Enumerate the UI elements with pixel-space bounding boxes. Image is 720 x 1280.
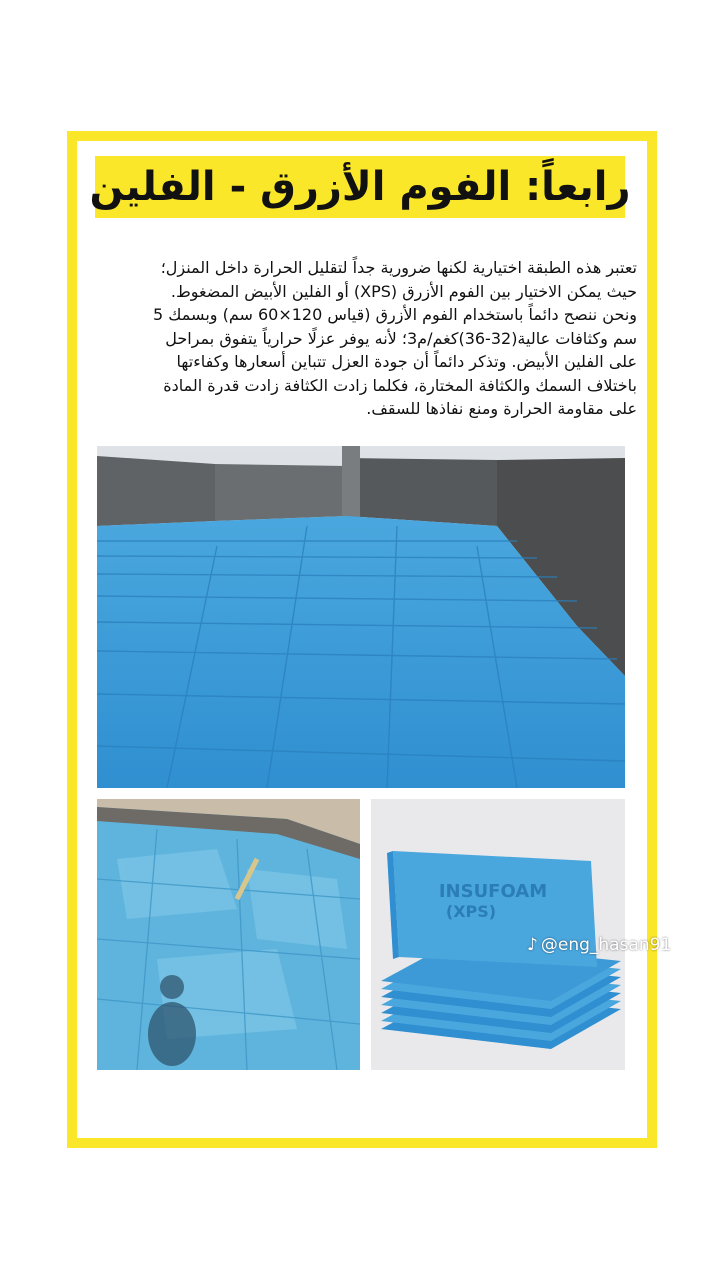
body-line: باختلاف السمك والكثافة المختارة، فكلما زادت الكثافة زادت قدرة المادة (163, 375, 637, 395)
tiktok-watermark (527, 930, 671, 960)
body-line: سم وكثافات عالية(32-36)كغم/م3؛ لأنه يوفر عزلًا حرارياً يتفوق بمراحل (165, 328, 637, 348)
tiktok-icon: ♪ (527, 935, 538, 955)
body-line: على مقاومة الحرارة ومنع نفاذها للسقف. (366, 399, 637, 418)
page-title: رابعاً: الفوم الأزرق - الفلين (89, 164, 631, 210)
roof-foam-closeup-photo (97, 799, 360, 1070)
body-line: على الفلين الأبيض. وتذكر دائماً أن جودة العزل تتباين أسعارها وكفاءتها (176, 352, 637, 371)
body-line: حيث يمكن الاختيار بين الفوم الأزرق (XPS) أو الفلين الأبيض المضغوط. (170, 281, 637, 301)
body-line: ونحن ننصح دائماً باستخدام الفوم الأزرق (قياس 120×60 سم) وبسمك 5 (153, 305, 637, 324)
product-label-line2: (XPS) (445, 902, 497, 921)
product-label-line1: INSUFOAM (438, 881, 548, 902)
watermark-handle: @eng_hasan91 (540, 935, 672, 955)
body-line: تعتبر هذه الطبقة اختيارية لكنها ضرورية جداً لتقليل الحرارة داخل المنزل؛ (160, 258, 637, 277)
body-paragraph (97, 256, 637, 421)
title-banner (89, 156, 631, 218)
roof-foam-photo (97, 446, 625, 788)
